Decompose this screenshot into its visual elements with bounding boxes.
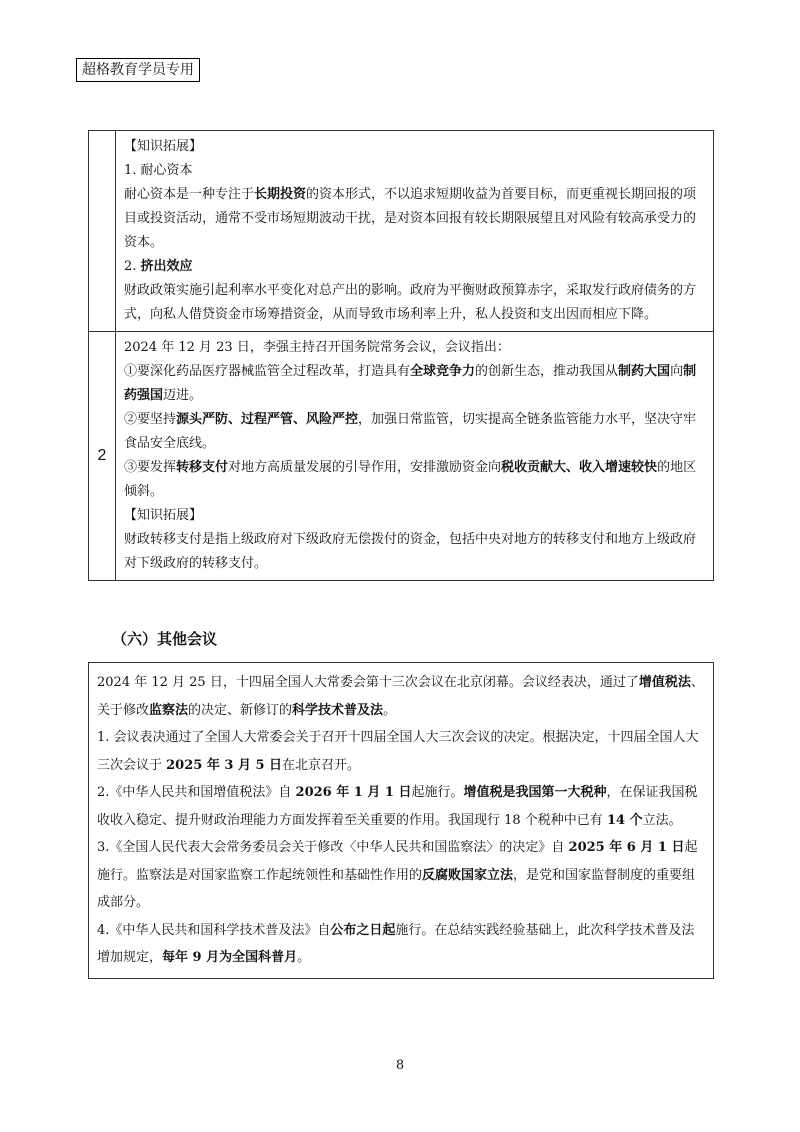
paragraph: ②要坚持源头严防、过程严管、风险严控，加强日常监管，切实提高全链条监管能力水平，坚决守牢食品安全底线。 [124,412,697,451]
paragraph: 耐心资本是一种专注于长期投资的资本形式，不以追求短期收益为首要目标，而更重视长期回报的项目或投资活动，通常不受市场短期波动干扰，是对资本回报有较长期限展望且对风险有较高承受力的资本。 [124,187,697,250]
row-number: 2 [89,332,116,581]
extension-title: 【知识拓展】 [124,139,203,154]
paragraph: ③要发挥转移支付对地方高质量发展的引导作用，安排激励资金向税收贡献大、收入增速较快的地区倾斜。 [124,460,697,499]
section-title: （六）其他会议 [112,630,218,648]
list-item: 2.《中华人民共和国增值税法》自 2026 年 1 月 1 日起施行。增值税是我国第一大税种，在保证我国税收收入稳定、提升财政治理能力方面发挥着至关重要的作用。我国现行 18 个税种中已有 14 个立法。 [97,785,698,828]
list-item: 3.《全国人民代表大会常务委员会关于修改〈中华人民共和国监察法〉的决定》自 2025 年 6 月 1 日起施行。监察法是对国家监察工作起统领性和基础性作用的反腐败国家立法，是党和国家监督制度的重要组成部分。 [97,840,698,910]
page-number: 8 [395,1058,405,1073]
table-row [89,131,714,332]
list-item: 4.《中华人民共和国科学技术普及法》自公布之日起施行。在总结实践经验基础上，此次科学技术普及法增加规定，每年 9 月为全国科普月。 [97,922,695,965]
paragraph: ①要深化药品医疗器械监管全过程改革，打造具有全球竞争力的创新生态，推动我国从制药大国向制药强国迈进。 [124,364,697,403]
row-content [116,332,714,581]
meeting-box [88,662,714,979]
paragraph: 2024 年 12 月 23 日，李强主持召开国务院常务会议，会议指出： [124,340,510,355]
row-content [116,131,714,332]
header-label: 超格教育学员专用 [76,58,200,82]
paragraph: 2024 年 12 月 25 日，十四届全国人大常委会第十三次会议在北京闭幕。会议经表决，通过了增值税法、关于修改监察法的决定、新修订的科学技术普及法。 [97,675,704,718]
item-title: 2. 挤出效应 [124,259,193,274]
row-number [89,131,116,332]
list-item: 1. 会议表决通过了全国人大常委会关于召开十四届全国人大三次会议的决定。根据决定，十四届全国人大三次会议于 2025 年 3 月 5 日在北京召开。 [97,730,699,773]
content-table [88,130,714,581]
item-title: 1. 耐心资本 [124,163,193,178]
paragraph: 财政政策实施引起利率水平变化对总产出的影响。政府为平衡财政预算赤字，采取发行政府债务的方式，向私人借贷资金市场筹措资金，从而导致市场利率上升，私人投资和支出因而相应下降。 [124,283,697,322]
table-row [89,332,714,581]
extension-title: 【知识拓展】 [124,508,203,523]
paragraph: 财政转移支付是指上级政府对下级政府无偿拨付的资金，包括中央对地方的转移支付和地方上级政府对下级政府的转移支付。 [124,532,697,571]
